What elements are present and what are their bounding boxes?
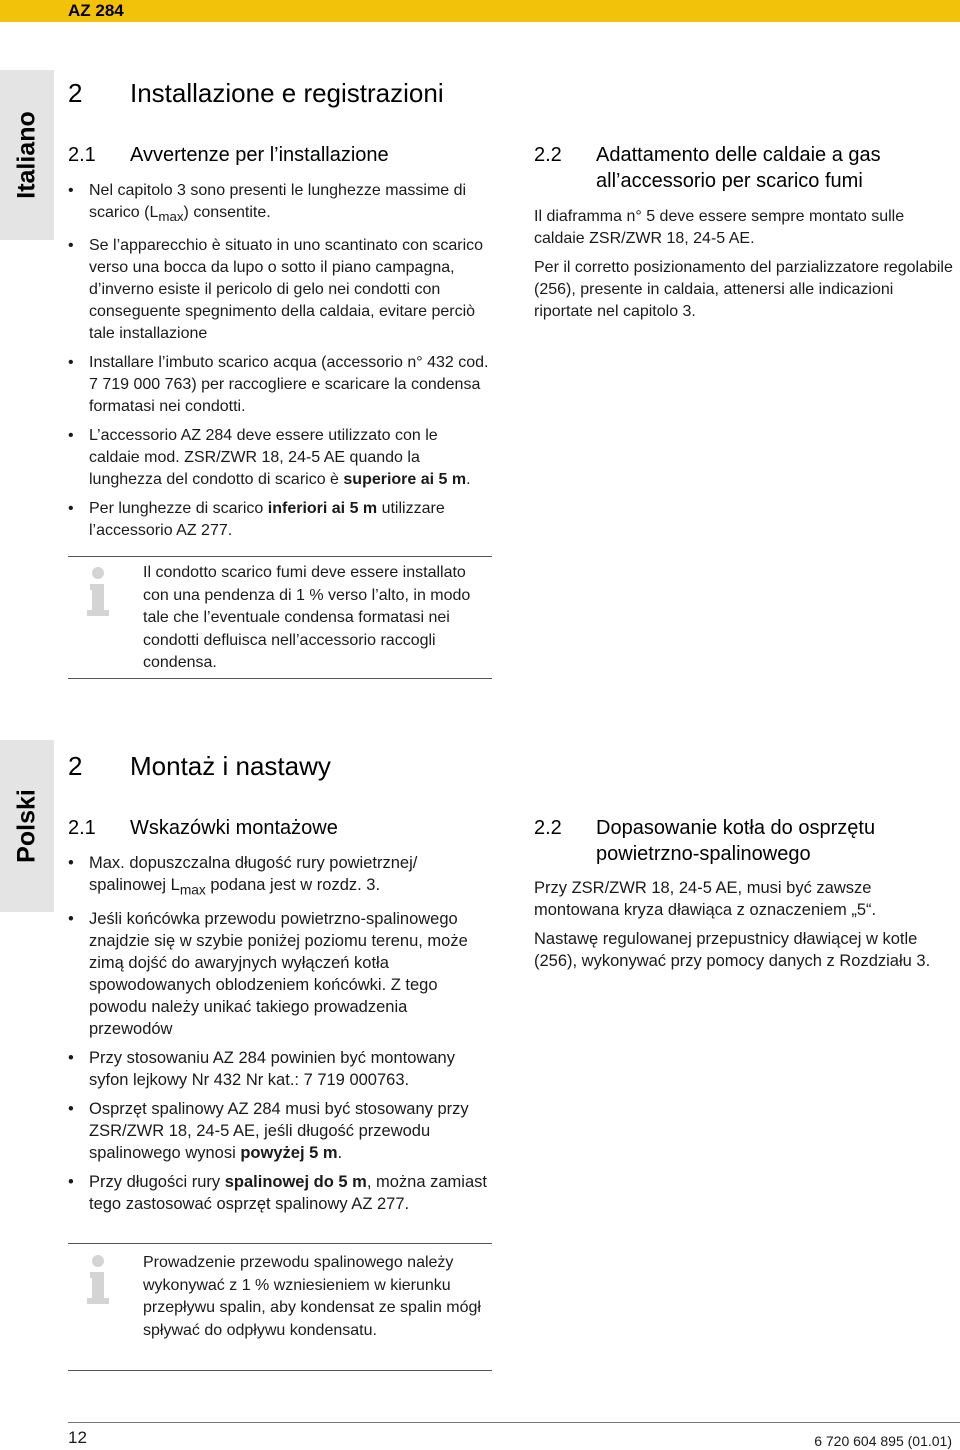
page-number: 12	[68, 1428, 87, 1447]
info-icon	[76, 566, 120, 618]
list-item: • Se l’apparecchio è situato in uno scantinato con scarico verso una bocca da lupo o sotto il piano campagna, d’inverno esiste il pericolo di gelo nei condotti con conseguente spegnimento della caldaia, evitare perciò tale installazione	[68, 235, 492, 345]
info-icon	[76, 1254, 120, 1306]
footer-rule	[68, 1422, 960, 1423]
note-rule-top	[68, 556, 492, 557]
instructions-column-italian	[68, 180, 492, 549]
info-note: Prowadzenie przewodu spalinowego należy wykonywać z 1 % wzniesieniem w kierunku przepływu spalin, aby kondensat ze spalin mógł spływać do odpływu kondensatu.	[143, 1254, 481, 1339]
list-item: • L’accessorio AZ 284 deve essere utilizzato con le caldaie mod. ZSR/ZWR 18, 24-5 AE quando la lunghezza del condotto di scarico è superiore ai 5 m.	[68, 425, 492, 491]
instructions-column-polish	[68, 852, 492, 1222]
paragraph: Per il corretto posizionamento del parzializzatore regolabile (256), presente in caldaia, attenersi alle indicazioni riportate nel capitolo 3.	[534, 259, 953, 320]
adaptation-column-italian	[534, 206, 954, 330]
document-number: 6 720 604 895 (01.01)	[814, 1433, 952, 1449]
list-item: • Przy długości rury spalinowej do 5 m, można zamiast tego zastosować osprzęt spalinowy AZ 277.	[68, 1171, 492, 1215]
subsection-heading-2-2: 2.2 Adattamento delle caldaie a gas all’accessorio per scarico fumi	[534, 144, 881, 192]
list-item: • Osprzęt spalinowy AZ 284 musi być stosowany przy ZSR/ZWR 18, 24-5 AE, jeśli długość przewodu spalinowego wynosi powyżej 5 m.	[68, 1098, 492, 1164]
list-item: • Installare l’imbuto scarico acqua (accessorio n° 432 cod. 7 719 000 763) per raccogliere e scaricare la condensa formatasi nei condotti.	[68, 352, 492, 418]
language-label: Polski	[12, 789, 41, 863]
header-bar	[0, 0, 960, 22]
language-tab-italiano	[0, 70, 54, 240]
paragraph: Nastawę regulowanej przepustnicy dławiącej w kotle (256), wykonywać przy pomocy danych z Rozdziału 3.	[534, 930, 931, 970]
paragraph: Przy ZSR/ZWR 18, 24-5 AE, musi być zawsze montowana kryza dławiąca z oznaczeniem „5“.	[534, 879, 877, 919]
subsection-heading-2-1: 2.1 Avvertenze per l’installazione	[68, 144, 389, 166]
note-rule-top	[68, 1243, 492, 1244]
bullet-list	[68, 180, 492, 542]
section-heading: 2 Installazione e registrazioni	[68, 78, 444, 108]
list-item: • Max. dopuszczalna długość rury powietrznej/ spalinowej $L_{max}$ podana jest w rozdz. 3.	[68, 852, 492, 901]
bullet-list	[68, 852, 492, 1215]
info-note: Il condotto scarico fumi deve essere installato con una pendenza di 1 % verso l’alto, in modo tale che l’eventuale condensa formatasi nei condotti defluisca nell’accessorio raccogli condensa.	[143, 564, 471, 671]
subsection-heading-2-2: 2.2 Dopasowanie kotła do osprzętu powietrzno-spalinowego	[534, 817, 876, 865]
list-item: • Per lunghezze di scarico inferiori ai 5 m utilizzare l’accessorio AZ 277.	[68, 498, 492, 542]
subsection-heading-2-1: 2.1 Wskazówki montażowe	[68, 817, 338, 839]
section-heading: 2 Montaż i nastawy	[68, 751, 331, 781]
list-item: • Przy stosowaniu AZ 284 powinien być montowany syfon lejkowy Nr 432 Nr kat.: 7 719 000763.	[68, 1047, 492, 1091]
language-tab-polski	[0, 740, 54, 912]
paragraph: Il diaframma n° 5 deve essere sempre montato sulle caldaie ZSR/ZWR 18, 24-5 AE.	[534, 208, 905, 247]
note-rule-bottom	[68, 1370, 492, 1371]
language-label: Italiano	[12, 111, 41, 199]
list-item: • Nel capitolo 3 sono presenti le lunghezze massime di scarico $(L_{max})$ consentite.	[68, 180, 492, 228]
note-rule-bottom	[68, 678, 492, 679]
product-title: AZ 284	[68, 1, 124, 20]
list-item: • Jeśli końcówka przewodu powietrzno-spalinowego znajdzie się w szybie poniżej poziomu terenu, może zimą dojść do awaryjnych wyłączeń kotła spowodowanych oblodzeniem końcówki. Z tego powodu należy unikać takiego prowadzenia przewodów	[68, 908, 492, 1040]
adaptation-column-polish	[534, 877, 954, 979]
